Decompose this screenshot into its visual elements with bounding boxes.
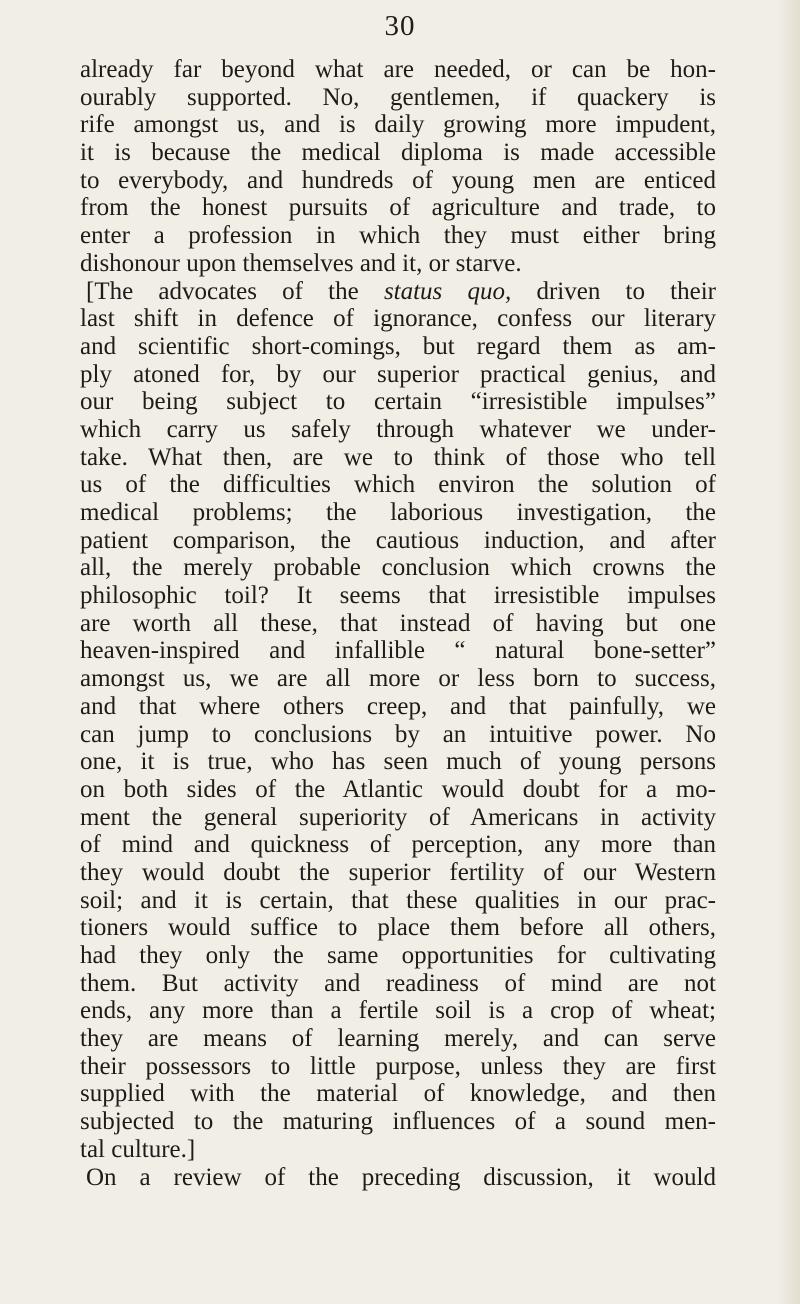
text-line: ends, any more than a fertile soil is a crop of wheat;: [80, 997, 716, 1025]
text-line: tal culture.]: [80, 1135, 196, 1163]
text-line: are worth all these, that instead of having but one: [80, 609, 716, 637]
text-line: ourably supported. No, gentlemen, if quackery is: [80, 83, 716, 111]
text-line: [80, 278, 716, 306]
text-line: subjected to the maturing influences of a sound men-: [80, 1108, 716, 1136]
text-line: dishonour upon themselves and it, or starve.: [80, 249, 522, 277]
text-line: of mind and quickness of perception, any more than: [80, 831, 716, 859]
text-line: amongst us, we are all more or less born to success,: [80, 665, 716, 693]
text-line: can jump to conclusions by an intuitive power. No: [80, 720, 716, 748]
text-line: ply atoned for, by our superior practical genius, and: [80, 360, 716, 388]
text-line: ment the general superiority of Americans in activity: [80, 803, 716, 831]
text-line: philosophic toil? It seems that irresistible impulses: [80, 582, 716, 610]
text-line: and that where others creep, and that painfully, we: [80, 692, 716, 720]
text-line: and scientific short-comings, but regard them as am-: [80, 332, 716, 360]
text-line: On a review of the preceding discussion, it would: [86, 1163, 716, 1191]
body-text: [80, 56, 716, 1191]
text-line: they are means of learning merely, and can serve: [80, 1025, 716, 1053]
text-line: already far beyond what are needed, or can be hon-: [80, 56, 716, 83]
text-line: our being subject to certain “irresistible impulses”: [80, 388, 716, 416]
text-line: enter a profession in which they must either bring: [80, 222, 716, 250]
text-line: rife amongst us, and is daily growing more impudent,: [80, 111, 716, 139]
text-line: medical problems; the laborious investigation, the: [80, 499, 716, 526]
page-number: 30: [384, 10, 416, 42]
text-line: us of the difficulties which environ the solution of: [80, 471, 716, 499]
text-line: from the honest pursuits of agriculture and trade, to: [80, 194, 716, 222]
text-line: it is because the medical diploma is made accessible: [80, 139, 716, 167]
text-line: patient comparison, the cautious induction, and after: [80, 526, 716, 554]
text-line: had they only the same opportunities for cultivating: [80, 942, 716, 969]
text-line: last shift in defence of ignorance, confess our literary: [80, 305, 716, 333]
text-line: which carry us safely through whatever we under-: [80, 415, 716, 443]
text-line: supplied with the material of knowledge, and then: [80, 1080, 716, 1108]
page-edge-shadow: [778, 0, 800, 1304]
italic-phrase: status quo,: [383, 277, 512, 305]
text-line: one, it is true, who has seen much of young persons: [80, 748, 716, 776]
text-line: they would doubt the superior fertility of our Western: [80, 858, 716, 886]
text-segment: [The advocates of the: [86, 277, 384, 305]
text-line: to everybody, and hundreds of young men are enticed: [80, 166, 716, 194]
text-line: tioners would suffice to place them before all others,: [80, 914, 716, 942]
text-line: take. What then, are we to think of those who tell: [80, 443, 716, 471]
text-segment: driven to their: [511, 277, 716, 305]
text-line: soil; and it is certain, that these qualities in our prac-: [80, 886, 716, 914]
text-line: their possessors to little purpose, unless they are first: [80, 1052, 716, 1080]
text-line: on both sides of the Atlantic would doubt for a mo-: [80, 775, 716, 803]
text-line: them. But activity and readiness of mind are not: [80, 969, 716, 997]
text-line: all, the merely probable conclusion which crowns the: [80, 554, 716, 582]
text-line: heaven-inspired and infallible “ natural bone-setter”: [80, 637, 716, 665]
